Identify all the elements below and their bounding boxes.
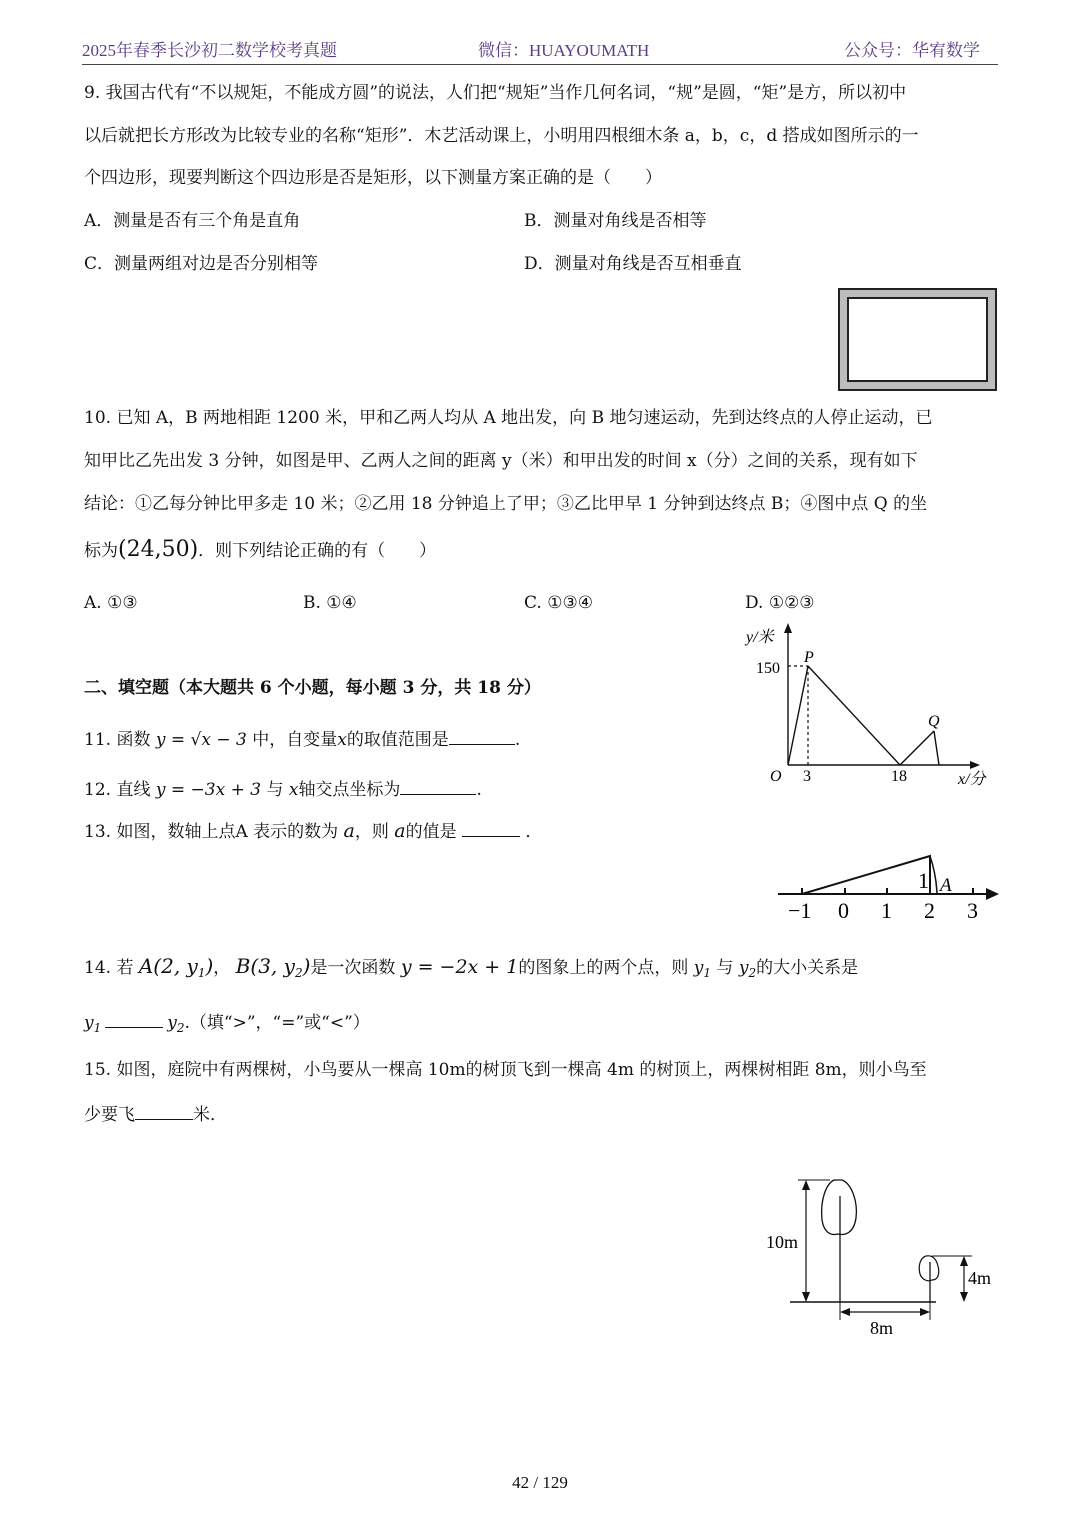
q13-tick-m1: −1 <box>788 898 812 923</box>
q13-side-one: 1 <box>918 868 929 893</box>
q15-line1: 15. 如图，庭院中有两棵树，小鸟要从一棵高 10m的树顶飞到一棵高 4m 的树顶上，两棵树相距 8m，则小鸟至 <box>84 1060 927 1080</box>
q13-tick-2: 2 <box>924 898 935 923</box>
q15-trees-figure <box>760 1170 1000 1340</box>
q14-l2-y1-sub: 1 <box>93 1021 102 1035</box>
q10-option-d: D. ①②③ <box>745 593 815 613</box>
q10-y150: 150 <box>756 660 780 677</box>
q9-frame-figure <box>838 288 998 392</box>
q14-y2-sub: 2 <box>748 966 757 980</box>
q11 <box>84 726 520 752</box>
q11-answer-blank[interactable] <box>449 726 515 745</box>
q10-ylabel: y/米 <box>746 629 774 646</box>
q13-triangle <box>802 856 930 894</box>
q11-var-x: x <box>337 730 347 750</box>
q15-label-8m: 8m <box>870 1318 894 1338</box>
q14-l2-y2-sub: 2 <box>176 1021 185 1035</box>
q11-period: . <box>514 730 521 750</box>
q10-line-op <box>788 666 808 765</box>
q9-option-c: C．测量两组对边是否分别相等 <box>84 254 319 274</box>
q10-point-p: P <box>804 649 814 666</box>
q15-short-tree-crown <box>919 1256 939 1281</box>
q13-tick-1: 1 <box>881 898 892 923</box>
q14-point-b <box>236 954 311 978</box>
q14-function: y = −2x + 1 <box>400 956 519 978</box>
q15-line2-prefix: 少要飞 <box>84 1105 135 1125</box>
q10-xlabel: x/分 <box>958 771 986 788</box>
q14-y2 <box>739 958 756 978</box>
q14-comma: ， <box>213 958 231 978</box>
q14-point-b-text: B(3, y <box>235 954 295 978</box>
q13-arc <box>930 856 937 894</box>
q12-prefix: 12. 直线 <box>84 780 151 800</box>
q14-l2-y2 <box>167 1013 184 1033</box>
q9-option-d: D．测量对角线是否互相垂直 <box>524 254 742 274</box>
q12-suffix: 轴交点坐标为 <box>298 780 401 800</box>
q10-option-b: B. ①④ <box>303 593 357 613</box>
q14-point-a-sub: 1 <box>197 966 206 980</box>
q10-line-p18 <box>808 666 900 765</box>
q10-point-q: Q <box>928 713 940 730</box>
q15-answer-blank[interactable] <box>135 1101 193 1120</box>
q14-line1 <box>84 952 858 987</box>
q15-line2-suffix: 米． <box>193 1105 227 1125</box>
q14-suffix: 的大小关系是 <box>756 958 859 978</box>
q9-line1: 9. 我国古代有“不以规矩，不能成方圆”的说法，人们把“规矩”当作几何名词，“规”是圆，“矩”是方，所以初中 <box>84 83 907 103</box>
section2-title: 二、填空题（本大题共 6 个小题，每小题 3 分，共 18 分） <box>84 678 541 698</box>
q15-label-4m: 4m <box>968 1268 992 1288</box>
q14-mid2: 的图象上的两个点，则 <box>518 958 689 978</box>
q13-number-line <box>772 848 1004 924</box>
q9-option-b: B．测量对角线是否相等 <box>524 211 707 231</box>
q14-y1-text: y <box>693 958 704 978</box>
q13-var-a2: a <box>394 820 406 842</box>
q10-option-c: C. ①③④ <box>524 593 593 613</box>
header-left: 2025年春季长沙初二数学校考真题 <box>82 41 337 60</box>
q14-instructions: .（填“>”，“=”或“<”） <box>184 1013 370 1033</box>
q10-line1: 10. 已知 A，B 两地相距 1200 米，甲和乙两人均从 A 地出发，向 B 地匀速运动，先到达终点的人停止运动，已 <box>84 408 933 428</box>
q10-line2: 知甲比乙先出发 3 分钟，如图是甲、乙两人之间的距离 y（米）和甲出发的时间 x（分）之间的关系，现有如下 <box>84 451 918 471</box>
q14-point-b-close: ) <box>302 954 311 978</box>
q14-point-a-close: ) <box>205 954 214 978</box>
q11-mid: 中，自变量 <box>252 730 338 750</box>
q14-point-b-sub: 2 <box>294 966 303 980</box>
q14-l2-y1-text: y <box>84 1013 94 1033</box>
q10-x18: 18 <box>891 768 907 785</box>
q13-var-a: a <box>343 820 355 842</box>
q14-y1-sub: 1 <box>703 966 712 980</box>
q13-prefix: 13. 如图，数轴上点A 表示的数为 <box>84 822 339 842</box>
q13 <box>84 818 542 844</box>
page-number: 42 / 129 <box>512 1473 568 1492</box>
q14-prefix: 14. 若 <box>84 958 134 978</box>
q15-tall-tree-crown <box>822 1180 857 1234</box>
q10-x3: 3 <box>803 768 811 785</box>
q14-answer-blank[interactable] <box>105 1009 163 1028</box>
q12-period: . <box>476 780 482 800</box>
q10-line3: 结论：①乙每分钟比甲多走 10 米；②乙用 18 分钟追上了甲；③乙比甲早 1 分钟到达终点 B；④图中点 Q 的坐 <box>84 494 928 514</box>
q12-var-x: x <box>288 780 299 800</box>
q13-point-a: A <box>940 875 952 896</box>
q10-point-q-coord: (24,50) <box>118 537 199 562</box>
q13-mid: ，则 <box>354 822 389 842</box>
q13-suffix: 的值是 <box>405 822 457 842</box>
q10-line-18q <box>900 731 934 765</box>
q10-graph <box>740 620 1000 795</box>
q10-line4-prefix: 标为 <box>84 541 118 561</box>
q13-answer-blank[interactable] <box>462 818 520 837</box>
header-divider <box>82 64 998 65</box>
header-right: 公众号：华宥数学 <box>844 41 980 60</box>
q11-prefix: 11. 函数 <box>84 730 151 750</box>
q14-y1 <box>694 958 711 978</box>
q13-tick-3: 3 <box>967 898 978 923</box>
q13-period: ． <box>525 822 543 842</box>
q10-line4-suffix: ．则下列结论正确的有（ ） <box>198 541 437 561</box>
q10-origin: O <box>770 768 782 785</box>
q13-tick-0: 0 <box>838 898 849 923</box>
q11-function: y = √x − 3 <box>155 730 247 750</box>
q14-l2-y1 <box>84 1013 101 1033</box>
q15-line2 <box>84 1101 227 1127</box>
q9-option-a: A．测量是否有三个角是直角 <box>84 211 301 231</box>
q14-point-a-text: A(2, y <box>138 954 198 978</box>
q11-suffix: 的取值范围是 <box>346 730 449 750</box>
header-center: 微信：HUAYOUMATH <box>478 41 650 60</box>
q15-label-10m: 10m <box>766 1232 799 1252</box>
q10-option-a: A. ①③ <box>84 593 138 613</box>
q14-and: 与 <box>716 958 734 978</box>
q9-line3: 个四边形，现要判断这个四边形是否是矩形，以下测量方案正确的是（ ） <box>84 168 662 188</box>
q14-mid1: 是一次函数 <box>310 958 396 978</box>
q9-line2: 以后就把长方形改为比较专业的名称“矩形”．木艺活动课上，小明用四根细木条 a，b，c，d 搭成如图所示的一 <box>84 126 919 146</box>
q12-line-eq: y = −3x + 3 <box>155 780 262 800</box>
q12 <box>84 776 482 802</box>
q12-mid: 与 <box>266 780 284 800</box>
q14-l2-y2-text: y <box>167 1013 177 1033</box>
q14-line2 <box>84 1009 370 1040</box>
q10-line-qdown <box>934 731 939 765</box>
q14-point-a <box>139 954 213 978</box>
q10-line4 <box>84 538 436 563</box>
q14-y2-text: y <box>738 958 749 978</box>
q12-answer-blank[interactable] <box>400 776 476 795</box>
